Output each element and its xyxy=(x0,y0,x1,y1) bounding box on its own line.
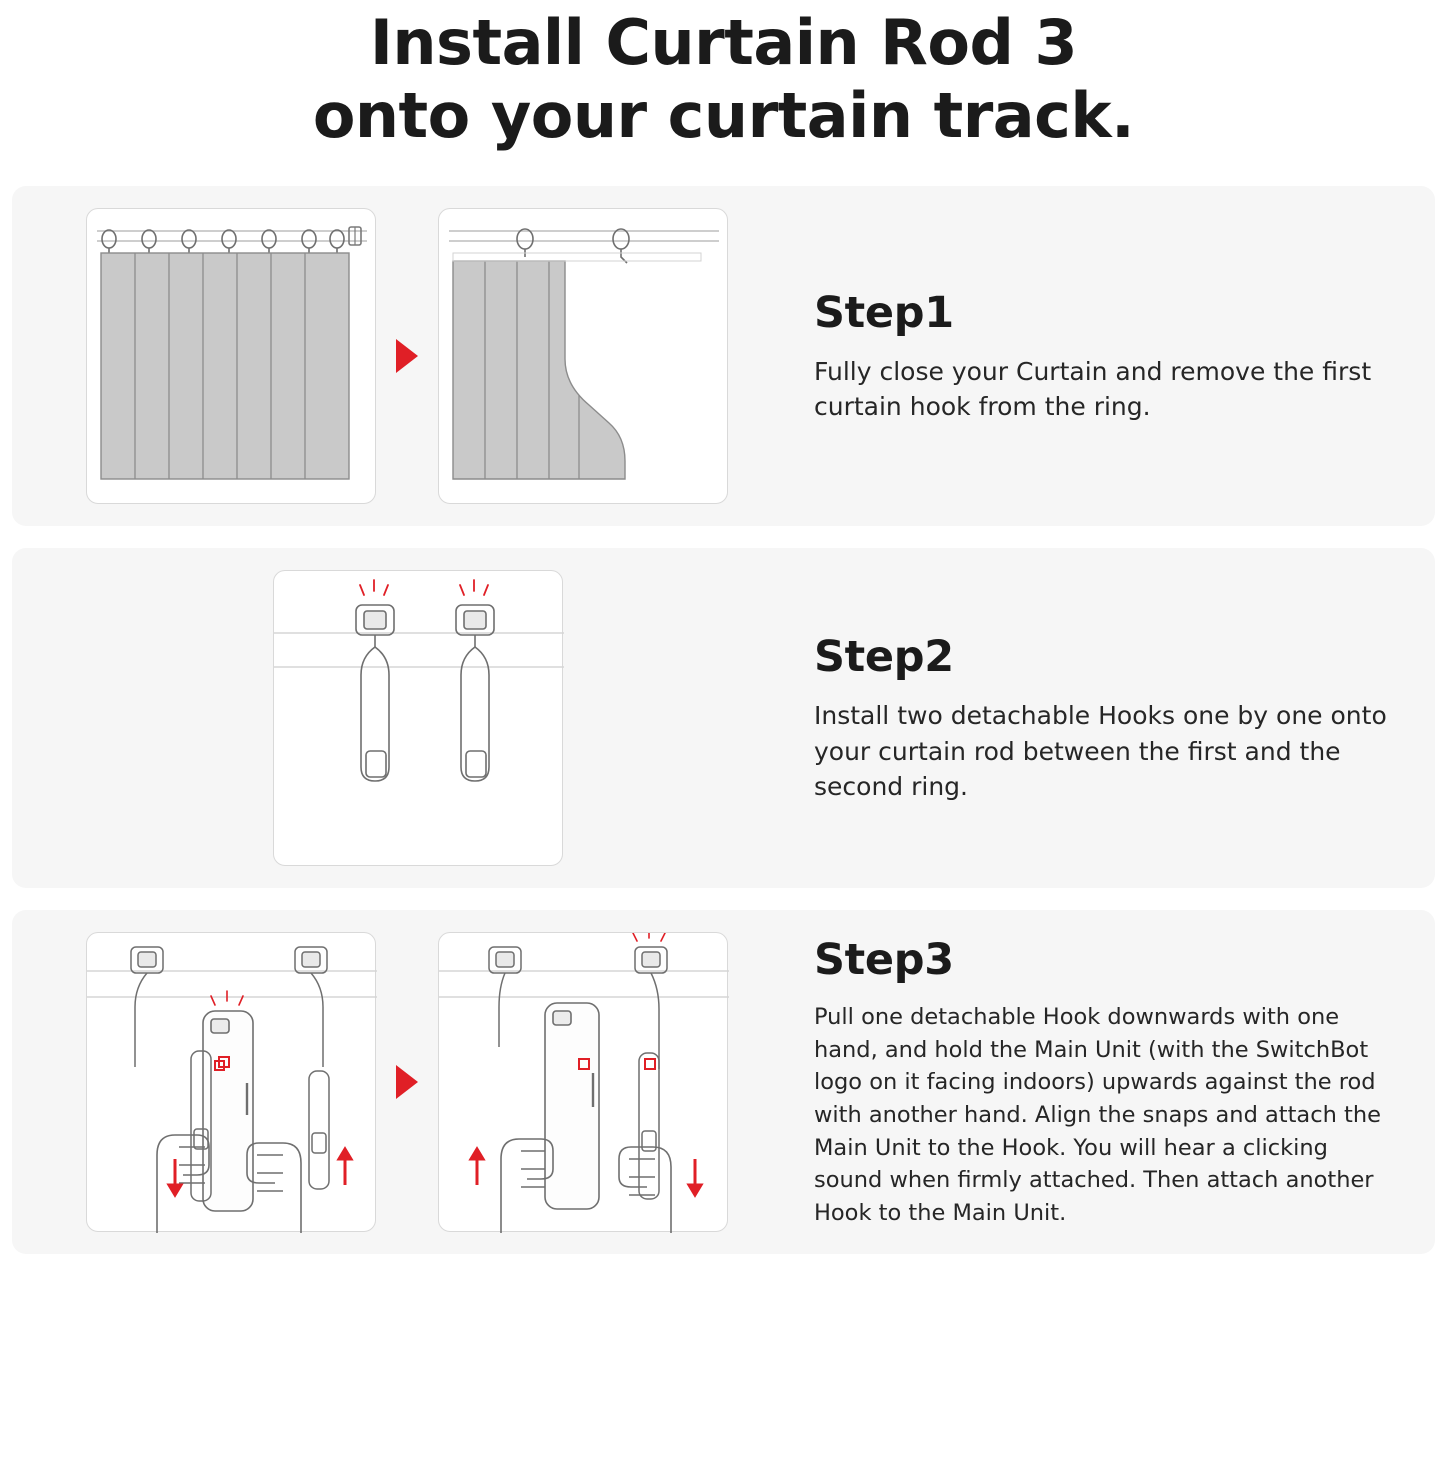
red-right-arrow-icon xyxy=(396,339,418,373)
attach-second-hook-illustration xyxy=(438,932,728,1232)
step-1-figure-1-wrap xyxy=(86,208,376,504)
attach-main-unit-left-hand-illustration xyxy=(86,932,376,1232)
step-3-figure-1-wrap xyxy=(86,932,376,1232)
step-2-text xyxy=(798,632,1409,805)
step-2-heading: Step2 xyxy=(814,632,954,683)
steps-container xyxy=(0,152,1447,1254)
step-1-body: Fully close your Curtain and remove the first curtain hook from the ring. xyxy=(814,356,1372,422)
page-title xyxy=(0,0,1447,152)
step-3-body: Pull one detachable Hook downwards with one hand, and hold the Main Unit (with the SwitchBot logo on it facing indoors) upwards against the rod with another hand. Align the snaps and attach the Main Unit to the Hook. You will hear a clicking sound when firmly attached. Then attach another Hook to the Main Unit. xyxy=(814,1004,1381,1226)
curtain-closed-hook-removed-illustration xyxy=(438,208,728,504)
step-3-figure-2-wrap xyxy=(438,932,728,1232)
step-card-2 xyxy=(12,548,1435,888)
two-detachable-hooks-on-rod-illustration xyxy=(273,570,563,866)
step-1-figure-2-wrap xyxy=(438,208,728,504)
step-card-1 xyxy=(12,186,1435,526)
step-1-text xyxy=(798,288,1409,425)
step-3-text xyxy=(798,935,1409,1229)
page-title-line-1: Install Curtain Rod 3 xyxy=(369,6,1078,79)
page-title-line-2: onto your curtain track. xyxy=(312,79,1135,153)
step-1-figures xyxy=(38,208,798,504)
curtain-open-illustration xyxy=(86,208,376,504)
step-2-figures xyxy=(38,570,798,866)
step-2-body: Install two detachable Hooks one by one onto your curtain rod between the first and the second ring. xyxy=(814,701,1387,802)
step-card-3 xyxy=(12,910,1435,1254)
red-right-arrow-icon xyxy=(396,1065,418,1099)
step-1-heading: Step1 xyxy=(814,287,954,338)
step-3-figures xyxy=(38,932,798,1232)
step-3-heading: Step3 xyxy=(814,935,954,986)
step-3-arrow xyxy=(376,1065,438,1099)
step-1-arrow xyxy=(376,339,438,373)
